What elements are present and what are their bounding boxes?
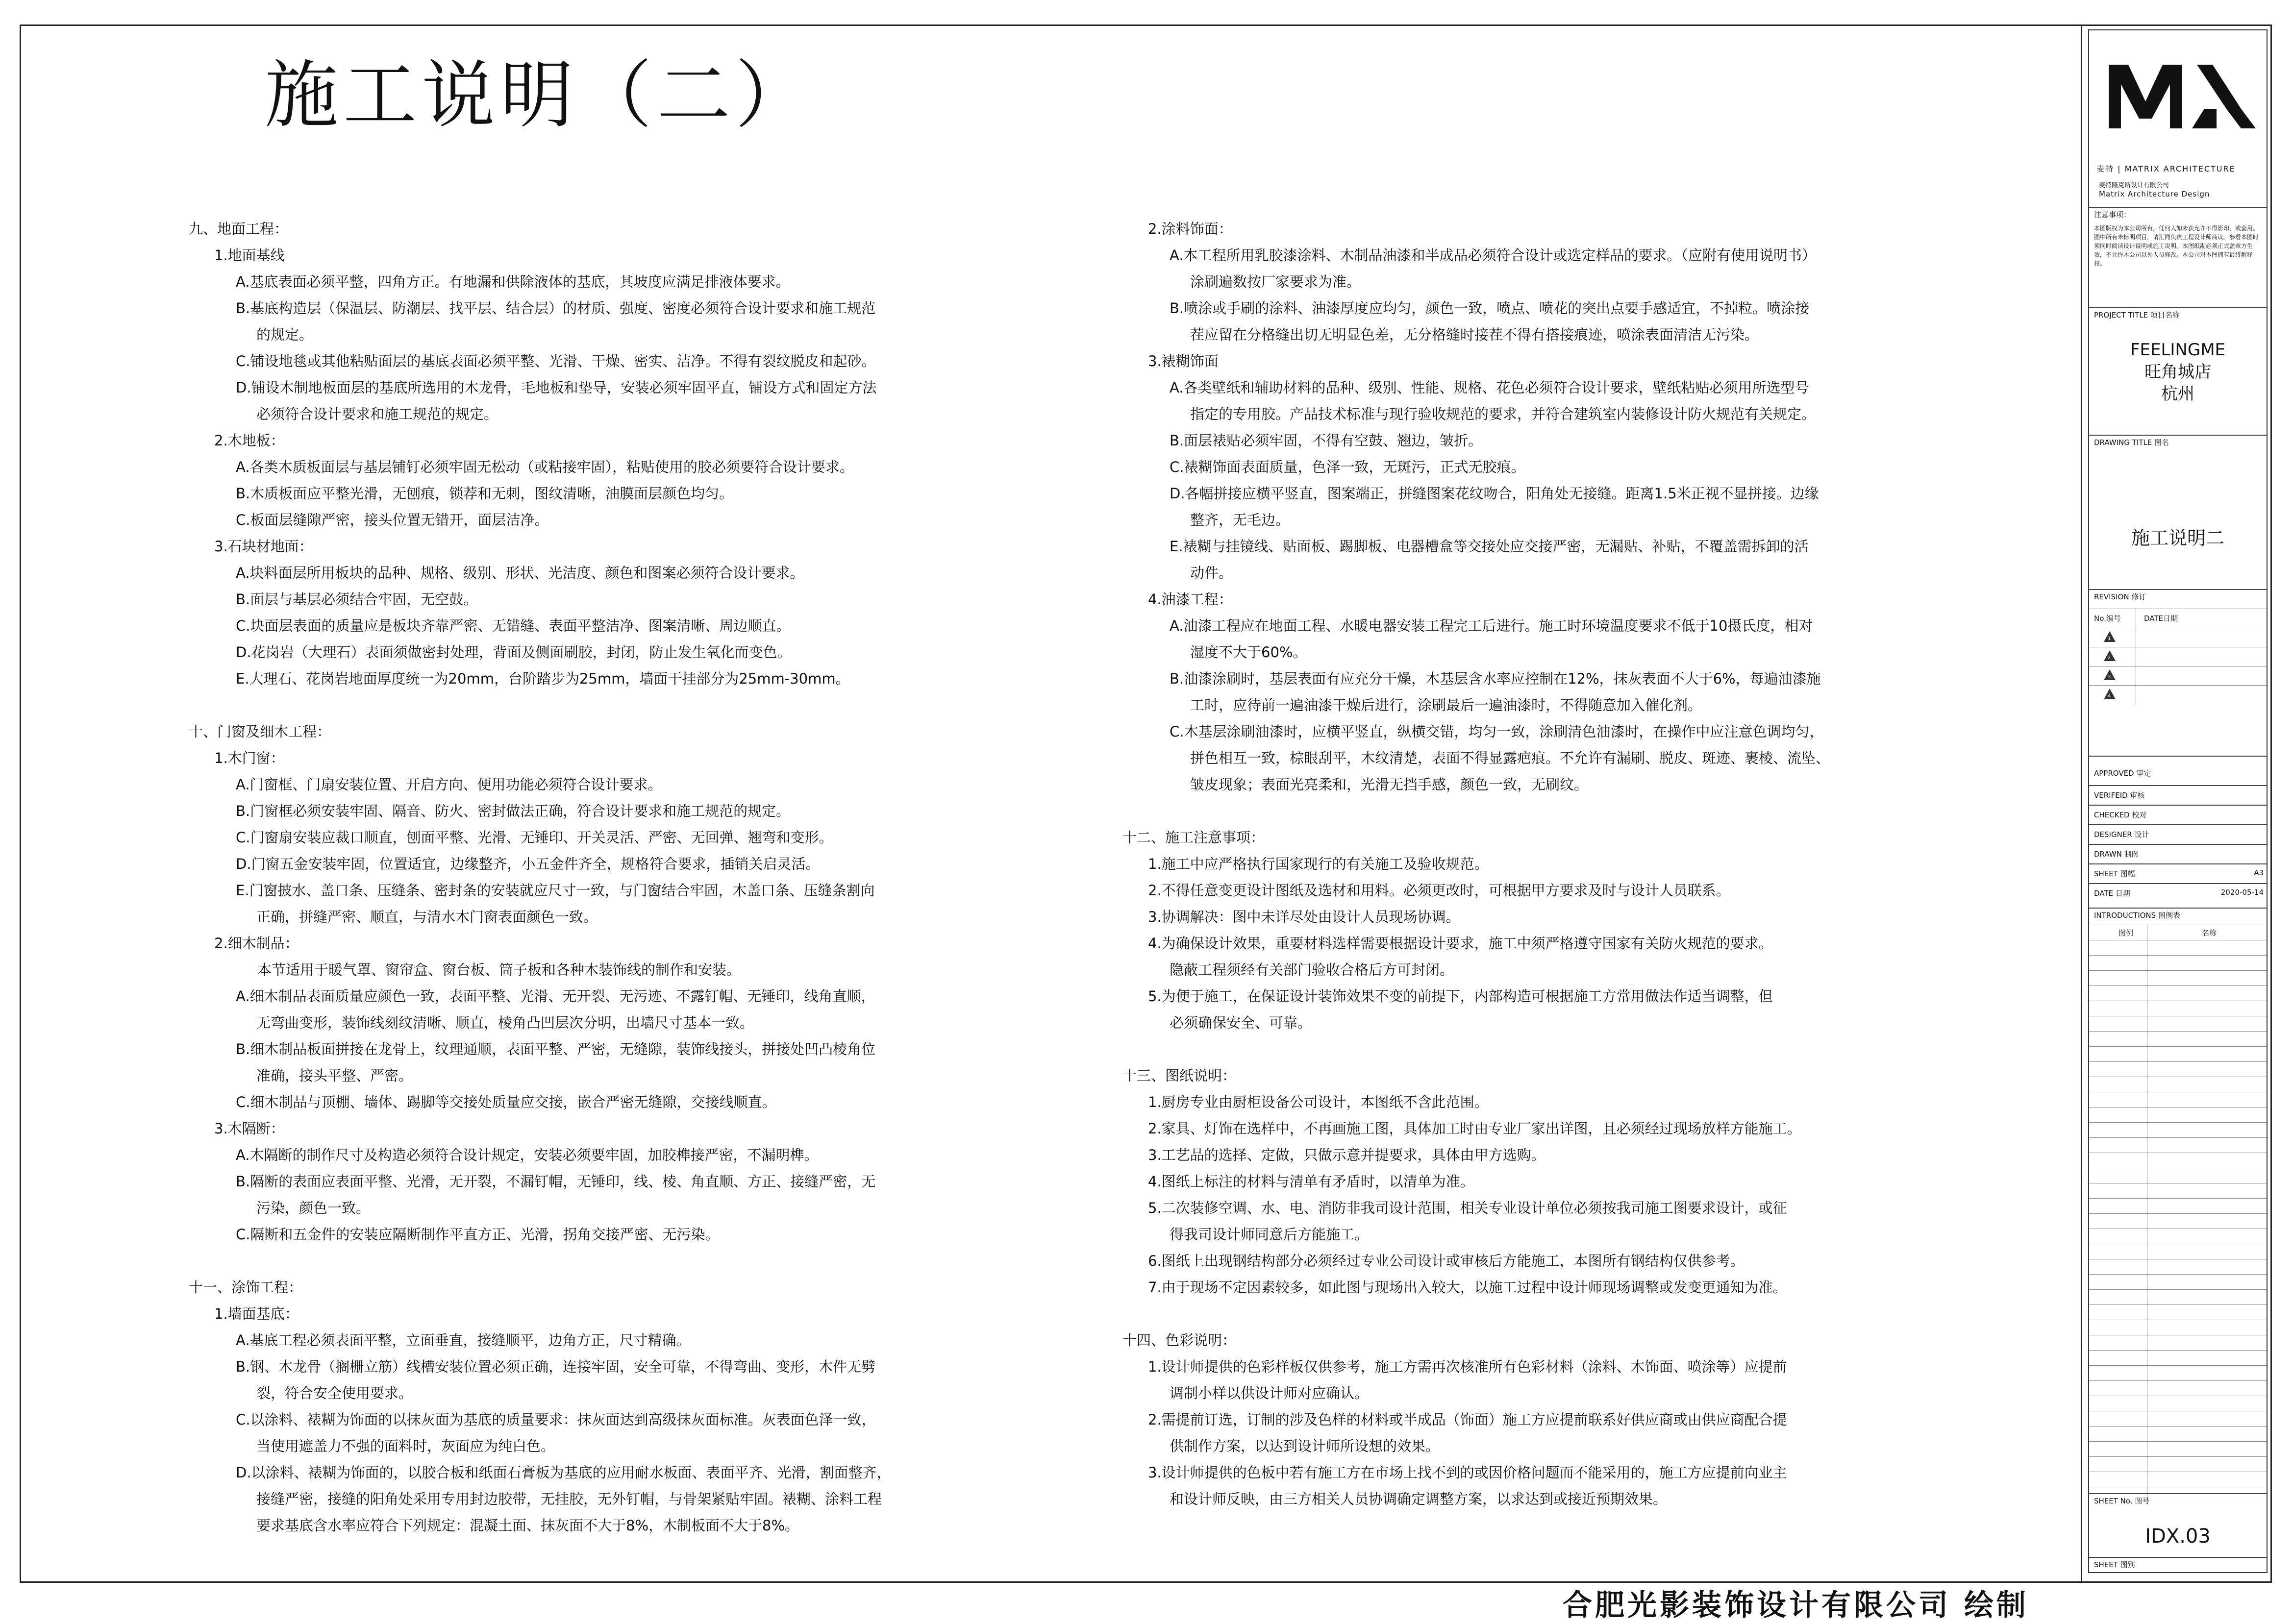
rev-mark: 2 — [2108, 655, 2111, 661]
notes-text: 本图版权为本公司所有，任何人如未获允许不得影印、或套用。图中所有未标明项目，请汇同负责工程设计师商议。参看本图时须同时阅读设计说明或施工说明。本图纸勘必须正式盖章方生效，不允许本公司以外人员修改。本公司对本图拥有最终解释权。 — [2094, 225, 2259, 267]
intro-table-row — [2089, 1289, 2267, 1305]
spec-clause: A.块料面层所用板块的品种、规格、级别、形状、光洁度、颜色和图案必须符合设计要求。 — [236, 565, 804, 581]
divider — [2089, 824, 2267, 825]
spec-clause: 调制小样以供设计师对应确认。 — [1170, 1385, 1369, 1402]
subsection-heading: 2.涂料饰面： — [1148, 221, 1233, 237]
spec-clause: E.门窗披水、盖口条、压缝条、密封条的安装就应尺寸一致，与门窗结合牢固，木盖口条、压缝条割向 — [236, 882, 875, 899]
intro-table-row — [2089, 1304, 2267, 1320]
subsection-heading: 1.厨房专业由厨柜设备公司设计，本图纸不含此范围。 — [1148, 1094, 1489, 1110]
intro-table-row — [2089, 1441, 2267, 1457]
spec-clause: 茬应留在分格缝出切无明显色差，无分格缝时接茬不得有搭接痕迹，喷涂表面清洁无污染。 — [1190, 326, 1759, 343]
spec-clause: 动件。 — [1190, 565, 1233, 581]
section-heading: 十、门窗及细木工程： — [189, 723, 331, 740]
spec-clause: 涂刷遍数按厂家要求为准。 — [1190, 273, 1361, 290]
spec-clause: C.铺设地毯或其他粘贴面层的基底表面必须平整、光滑、干燥、密实、洁净。不得有裂纹脱皮和起砂。 — [236, 353, 876, 369]
spec-clause: C.裱糊饰面表面质量，色泽一致，无斑污，正式无胶痕。 — [1170, 459, 1525, 475]
intro-table-row — [2089, 1244, 2267, 1259]
notes-label: 注意事项： — [2094, 210, 2131, 219]
page-title: 施工说明（二） — [265, 53, 814, 138]
spec-clause: A.各类木质板面层与基层铺钉必须牢固无松动（或粘接牢固），粘贴使用的胶必须要符合设计要求。 — [236, 459, 854, 475]
spacer — [189, 1248, 953, 1274]
intro-table-row — [2089, 1061, 2267, 1077]
intro-table-row — [2089, 1320, 2267, 1335]
spec-clause: A.本工程所用乳胶漆涂料、木制品油漆和半成品必须符合设计或选定样品的要求。（应附有使用说明书） — [1170, 247, 1817, 264]
project-store: 旺角城店 — [2144, 362, 2211, 382]
intro-table-row — [2089, 1259, 2267, 1275]
spec-clause: A.门窗框、门扇安装位置、开启方向、便用功能必须符合设计要求。 — [236, 776, 662, 793]
subsection-heading: 4.油漆工程： — [1148, 591, 1233, 608]
spacer — [189, 692, 953, 718]
intro-table-row — [2089, 1213, 2267, 1229]
subsection-heading: 5.为便于施工，在保证设计装饰效果不变的前提下，内部构造可根据施工方常用做法作适当调整，但 — [1148, 988, 1773, 1005]
intro-table-row — [2089, 1229, 2267, 1244]
subsection-heading: 3.设计师提供的色板中若有施工方在市场上找不到的或因价格问题而不能采用的，施工方应提前向业主 — [1148, 1464, 1787, 1481]
spec-clause: C.板面层缝隙严密，接头位置无错开，面层洁净。 — [236, 512, 549, 528]
intro-table-row — [2089, 1001, 2267, 1016]
section-heading: 十三、图纸说明： — [1122, 1067, 1237, 1084]
divider — [2089, 908, 2267, 909]
spec-clause: 接缝严密，接缝的阳角处采用专用封边胶带，无挂胶，无外钉帽，与骨架紧贴牢固。裱糊、涂料工程 — [256, 1491, 882, 1507]
drawn-label: DRAWN 制图 — [2094, 850, 2139, 859]
section-heading: 十二、施工注意事项： — [1122, 829, 1265, 846]
intro-table-row — [2089, 1031, 2267, 1047]
spec-clause: C.隔断和五金件的安装应隔断制作平直方正、光滑，拐角交接严密、无污染。 — [236, 1226, 720, 1243]
spec-clause: D.以涂料、裱糊为饰面的，以胶合板和纸面石膏板为基底的应用耐水板面、表面平齐、光滑，割面整齐， — [236, 1464, 891, 1481]
drawing-title: 施工说明二 — [2131, 527, 2224, 549]
spec-clause: 的规定。 — [256, 326, 314, 343]
spec-clause: 指定的专用胶。产品技术标准与现行验收规范的要求，并符合建筑室内装修设计防火规范有关规定。 — [1190, 406, 1816, 422]
divider — [2089, 883, 2267, 884]
spec-clause: E.大理石、花岗岩地面厚度统一为20mm，台阶踏步为25mm，墙面干挂部分为25mm-30mm。 — [236, 670, 850, 687]
designer-label: DESIGNER 设计 — [2094, 830, 2149, 839]
spec-clause: 拼色相互一致，棕眼刮平，木纹清楚，表面不得显露疤痕。不允许有漏刷、脱皮、斑迹、裹棱、流坠、 — [1190, 750, 1830, 766]
spec-clause: A.各类壁纸和辅助材料的品种、级别、性能、规格、花色必须符合设计要求，壁纸粘贴必须用所选型号 — [1170, 379, 1809, 396]
approved-label: APPROVED 审定 — [2094, 769, 2151, 778]
subsection-heading: 3.协调解决：图中未详尽处由设计人员现场协调。 — [1148, 909, 1460, 925]
sheet-size-row — [2094, 868, 2264, 879]
intro-table-row — [2089, 1335, 2267, 1351]
logo-line2: Matrix Architecture Design — [2099, 190, 2210, 198]
spec-clause: C.以涂料、裱糊为饰面的以抹灰面为基底的质量要求：抹灰面达到高级抹灰面标准。灰表面色泽一致， — [236, 1411, 876, 1428]
subsection-heading: 3.工艺品的选择、定做，只做示意并提要求，具体由甲方选购。 — [1148, 1147, 1545, 1163]
sheet-size-value: A3 — [2254, 868, 2264, 877]
rev-mark: 1 — [2108, 636, 2111, 641]
spec-clause: 正确，拼缝严密、顺直，与清水木门窗表面颜色一致。 — [256, 909, 598, 925]
spec-clause: 得我司设计师同意后方能施工。 — [1170, 1226, 1369, 1243]
subsection-heading: 1.木门窗： — [214, 750, 285, 766]
subsection-heading: 4.为确保设计效果，重要材料选样需要根据设计要求，施工中须严格遵守国家有关防火规范的要求。 — [1148, 935, 1773, 952]
revision-row — [2089, 685, 2267, 705]
divider — [2089, 863, 2267, 864]
intro-table-row — [2089, 985, 2267, 1001]
date-value: 2020-05-14 — [2220, 888, 2264, 897]
spacer — [1122, 1301, 1887, 1327]
sheet-number: IDX.03 — [2145, 1525, 2211, 1548]
spec-clause: 要求基底含水率应符合下列规定：混凝土面、抹灰面不大于8%，木制板面不大于8%。 — [256, 1517, 799, 1534]
section-heading: 十四、色彩说明： — [1122, 1332, 1237, 1349]
spec-clause: E.裱糊与挂镜线、贴面板、踢脚板、电器槽盒等交接处应交接严密，无漏贴、补贴，不覆盖需拆卸的活 — [1170, 538, 1809, 555]
spec-clause: B.油漆涂刷时，基层表面有应充分干燥，木基层含水率应控制在12%，抹灰表面不大于6%，每遍油漆施 — [1170, 670, 1821, 687]
title-block-frame — [2088, 29, 2268, 1573]
subsection-heading: 1.墙面基底： — [214, 1305, 299, 1322]
subsection-heading: 3.裱糊饰面 — [1148, 353, 1219, 369]
project-city: 杭州 — [2161, 384, 2194, 404]
logo-wordmark: 麦特 | MATRIX ARCHITECTURE — [2096, 164, 2236, 173]
subsection-heading: 1.施工中应严格执行国家现行的有关施工及验收规范。 — [1148, 856, 1489, 872]
subsection-heading: 3.木隔断： — [214, 1120, 285, 1137]
spec-clause: 准确，接头平整、严密。 — [256, 1067, 413, 1084]
subsection-heading: 1.地面基线 — [214, 247, 285, 264]
spacer — [1122, 1036, 1887, 1062]
intro-label: INTRODUCTIONS 图例表 — [2094, 911, 2180, 920]
sheet-type-label: SHEET 图别 — [2094, 1560, 2135, 1569]
intro-table-row — [2089, 1153, 2267, 1168]
revision-row — [2089, 628, 2267, 647]
divider — [2089, 435, 2267, 436]
spec-clause: A.油漆工程应在地面工程、水暖电器安装工程完工后进行。施工时环境温度要求不低于10摄氏度，相对 — [1170, 617, 1813, 634]
spec-clause: A.细木制品表面质量应颜色一致，表面平整、光滑、无开裂、无污迹、不露钉帽、无锤印，线角直顺， — [236, 988, 875, 1005]
spec-clause: 工时，应待前一遍油漆干燥后进行，涂刷最后一遍油漆时，不得随意加入催化剂。 — [1190, 697, 1702, 714]
intro-table-row — [2089, 940, 2267, 956]
intro-table-row — [2089, 955, 2267, 971]
sheet-size-label: SHEET 图幅 — [2094, 869, 2135, 878]
date-row — [2094, 888, 2264, 898]
divider — [2089, 756, 2267, 757]
subsection-heading: 4.图纸上标注的材料与清单有矛盾时，以清单为准。 — [1148, 1173, 1474, 1190]
subsection-heading: 2.需提前订选，订制的涉及色样的材料或半成品（饰面）施工方应提前联系好供应商或由供应商配合提 — [1148, 1411, 1787, 1428]
intro-table-row — [2089, 1137, 2267, 1153]
revision-row — [2089, 666, 2267, 686]
revision-header-row — [2089, 609, 2267, 628]
subsection-heading: 6.图纸上出现钢结构部分必须经过专业公司设计或审核后方能施工，本图所有钢结构仅供参考。 — [1148, 1253, 1745, 1269]
spec-clause: C.木基层涂刷油漆时，应横平竖直，纵横交错，均匀一致，涂刷清色油漆时，在操作中应注意色调均匀， — [1170, 723, 1824, 740]
intro-table-row — [2089, 1198, 2267, 1214]
logo-prefix: 麦特 — [2096, 164, 2115, 173]
spec-clause: B.面层与基层必须结合牢固，无空鼓。 — [236, 591, 478, 608]
intro-table-row — [2089, 1380, 2267, 1396]
spec-clause: B.喷涂或手刷的涂料、油漆厚度应均匀，颜色一致，喷点、喷花的突出点要手感适宜，不掉粒。喷涂接 — [1170, 300, 1810, 317]
spec-clause: D.花岗岩（大理石）表面须做密封处理，背面及侧面刷胶，封闭，防止发生氧化而变色。 — [236, 644, 792, 661]
verified-label: VERIFEID 审核 — [2094, 791, 2145, 800]
intro-header-row — [2089, 925, 2267, 940]
spacer — [1122, 798, 1887, 824]
intro-table-row — [2089, 1016, 2267, 1032]
checked-label: CHECKED 校对 — [2094, 811, 2147, 819]
spec-clause: B.细木制品板面拼接在龙骨上，纹理通顺，表面平整、严密，无缝隙，装饰线接头，拼接处凹凸棱角位 — [236, 1041, 876, 1058]
subsection-heading: 1.设计师提供的色彩样板仅供参考，施工方需再次核准所有色彩材料（涂料、木饰面、喷涂等）应提前 — [1148, 1358, 1787, 1375]
rev-mark: 3 — [2108, 674, 2111, 680]
subsection-heading: 7.由于现场不定因素较多，如此图与现场出入较大，以施工过程中设计师现场调整或发变更通知为准。 — [1148, 1279, 1787, 1296]
intro-table-row — [2089, 1472, 2267, 1487]
date-label: DATE 日期 — [2094, 889, 2130, 898]
spec-clause: B.钢、木龙骨（搁栅立筋）线槽安装位置必须正确，连接牢固，安全可靠，不得弯曲、变形，木件无劈 — [236, 1358, 876, 1375]
spec-clause: 必须确保安全、可靠。 — [1170, 1014, 1312, 1031]
divider — [2089, 785, 2267, 786]
rev-no-label: No.编号 — [2094, 614, 2121, 623]
spec-clause: 供制作方案，以达到设计师所设想的效果。 — [1170, 1438, 1440, 1454]
intro-table-row — [2089, 1350, 2267, 1366]
intro-table-row — [2089, 1107, 2267, 1123]
title-block — [2081, 25, 2272, 1583]
subsection-heading: 3.石块材地面： — [214, 538, 313, 555]
spec-clause: D.铺设木制地板面层的基底所选用的木龙骨，毛地板和垫导，安装必须牢固平直，铺设方式和固定方法 — [236, 379, 877, 396]
sheet-no-label: SHEET No. 图号 — [2094, 1497, 2150, 1505]
intro-table-row — [2089, 1092, 2267, 1107]
divider — [2089, 805, 2267, 806]
spec-clause: 皱皮现象；表面光亮柔和，光滑无挡手感，颜色一致，无刷纹。 — [1190, 776, 1589, 793]
subsection-heading: 2.木地板： — [214, 432, 285, 449]
intro-table-row — [2089, 1411, 2267, 1427]
matrix-logo-icon — [2099, 55, 2266, 168]
project-title-label: PROJECT TITLE 项目名称 — [2094, 311, 2180, 320]
divider — [2089, 844, 2267, 845]
section-heading: 九、地面工程： — [189, 221, 289, 237]
spec-clause: 当使用遮盖力不强的面料时，灰面应为纯白色。 — [256, 1438, 555, 1454]
intro-table-row — [2089, 970, 2267, 986]
spec-clause: B.基底构造层（保温层、防潮层、找平层、结合层）的材质、强度、密度必须符合设计要求和施工规范 — [236, 300, 876, 317]
subsection-heading: 2.细木制品： — [214, 935, 299, 952]
divider — [2089, 1493, 2267, 1494]
subsection-heading: 2.家具、灯饰在选样中，不再画施工图，具体加工时由专业厂家出详图，且必须经过现场放样方能施工。 — [1148, 1120, 1801, 1137]
spec-clause: 隐蔽工程须经有关部门验收合格后方可封闭。 — [1170, 961, 1454, 978]
revision-row — [2089, 647, 2267, 666]
spec-clause: C.块面层表面的质量应是板块齐靠严密、无错缝、表面平整洁净、图案清晰、周边顺直。 — [236, 617, 791, 634]
intro-table-row — [2089, 1456, 2267, 1472]
spec-clause: 整齐，无毛边。 — [1190, 512, 1290, 528]
rev-mark: 4 — [2108, 693, 2111, 699]
subsection-heading: 2.不得任意变更设计图纸及选材和用料。必须更改时，可根据甲方要求及时与设计人员联系。 — [1148, 882, 1730, 899]
drawing-title-label: DRAWING TITLE 图名 — [2094, 438, 2169, 447]
divider — [2089, 589, 2267, 590]
spec-clause: A.木隔断的制作尺寸及构造必须符合设计规定，安装必须要牢固，加胶榫接严密，不漏明榫。 — [236, 1147, 819, 1163]
project-name: FEELINGME — [2130, 340, 2226, 360]
logo-line1: MATRIX ARCHITECTURE — [2124, 164, 2236, 173]
intro-table-row — [2089, 1426, 2267, 1442]
spec-clause: D.门窗五金安装牢固，位置适宜，边缘整齐，小五金件齐全，规格符合要求，插销关启灵活。 — [236, 856, 820, 872]
spec-clause: 污染，颜色一致。 — [256, 1200, 371, 1216]
spec-clause: 无弯曲变形，装饰线刻纹清晰、顺直，棱角凸凹层次分明，出墙尺寸基本一致。 — [256, 1014, 754, 1031]
spec-clause: D.各幅拼接应横平竖直，图案端正，拼缝图案花纹吻合，阳角处无接缝。距离1.5米正视不显拼接。边缘 — [1170, 485, 1819, 502]
notes-column-left — [189, 216, 953, 1539]
spec-clause: 和设计师反映，由三方相关人员协调确定调整方案，以求达到或接近预期效果。 — [1170, 1491, 1668, 1507]
spec-clause: B.门窗框必须安装牢固、隔音、防火、密封做法正确，符合设计要求和施工规范的规定。 — [236, 803, 791, 819]
notes-column-right — [1122, 216, 1887, 1512]
divider — [2089, 207, 2267, 208]
intro-table-row — [2089, 1046, 2267, 1062]
spec-clause: A.基底表面必须平整，四角方正。有地漏和供除液体的基底，其坡度应满足排液体要求。 — [236, 273, 790, 290]
intro-table-row — [2089, 1183, 2267, 1199]
logo-cn: 麦特隆克斯设计有限公司 — [2099, 182, 2169, 189]
spec-clause: 必须符合设计要求和施工规范的规定。 — [256, 406, 498, 422]
intro-table-row — [2089, 1365, 2267, 1381]
section-heading: 十一、涂饰工程： — [189, 1279, 303, 1296]
subsection-heading: 5.二次装修空调、水、电、消防非我司设计范围，相关专业设计单位必须按我司施工图要求设计，或征 — [1148, 1200, 1787, 1216]
spec-clause: C.门窗扇安装应裁口顺直，刨面平整、光滑、无锤印、开关灵活、严密、无回弹、翘弯和变形。 — [236, 829, 833, 846]
footer-credit: 合肥光影装饰设计有限公司 绘制 — [1563, 1588, 2029, 1623]
intro-table-row — [2089, 1077, 2267, 1092]
intro-table-row — [2089, 1274, 2267, 1290]
intro-col1: 图例 — [2119, 929, 2134, 937]
intro-col2: 名称 — [2202, 929, 2217, 937]
intro-table-row — [2089, 1396, 2267, 1411]
spec-clause: B.面层裱贴必须牢固，不得有空鼓、翘边，皱折。 — [1170, 432, 1483, 449]
spec-clause: 湿度不大于60%。 — [1190, 644, 1307, 661]
intro-table-row — [2089, 1122, 2267, 1138]
divider — [2089, 1557, 2267, 1558]
spec-clause: B.木质板面应平整光滑，无刨痕，锁荐和无刺，图纹清晰，油膜面层颜色均匀。 — [236, 485, 734, 502]
spec-clause: 本节适用于暖气罩、窗帘盒、窗台板、筒子板和各种木装饰线的制作和安装。 — [257, 961, 741, 978]
spec-clause: C.细木制品与顶棚、墙体、踢脚等交接处质量应交接，嵌合严密无缝隙，交接线顺直。 — [236, 1094, 776, 1110]
revision-label: REVISION 修订 — [2094, 592, 2146, 601]
spec-clause: B.隔断的表面应表面平整、光滑，无开裂，不漏钉帽，无锤印，线、棱、角直顺、方正、接缝严密，无 — [236, 1173, 876, 1190]
divider — [2089, 307, 2267, 308]
spec-clause: 裂，符合安全使用要求。 — [256, 1385, 413, 1402]
spec-clause: A.基底工程必须表面平整，立面垂直，接缝顺平，边角方正，尺寸精确。 — [236, 1332, 691, 1349]
intro-table-row — [2089, 1168, 2267, 1183]
rev-date-label: DATE日期 — [2144, 614, 2178, 623]
